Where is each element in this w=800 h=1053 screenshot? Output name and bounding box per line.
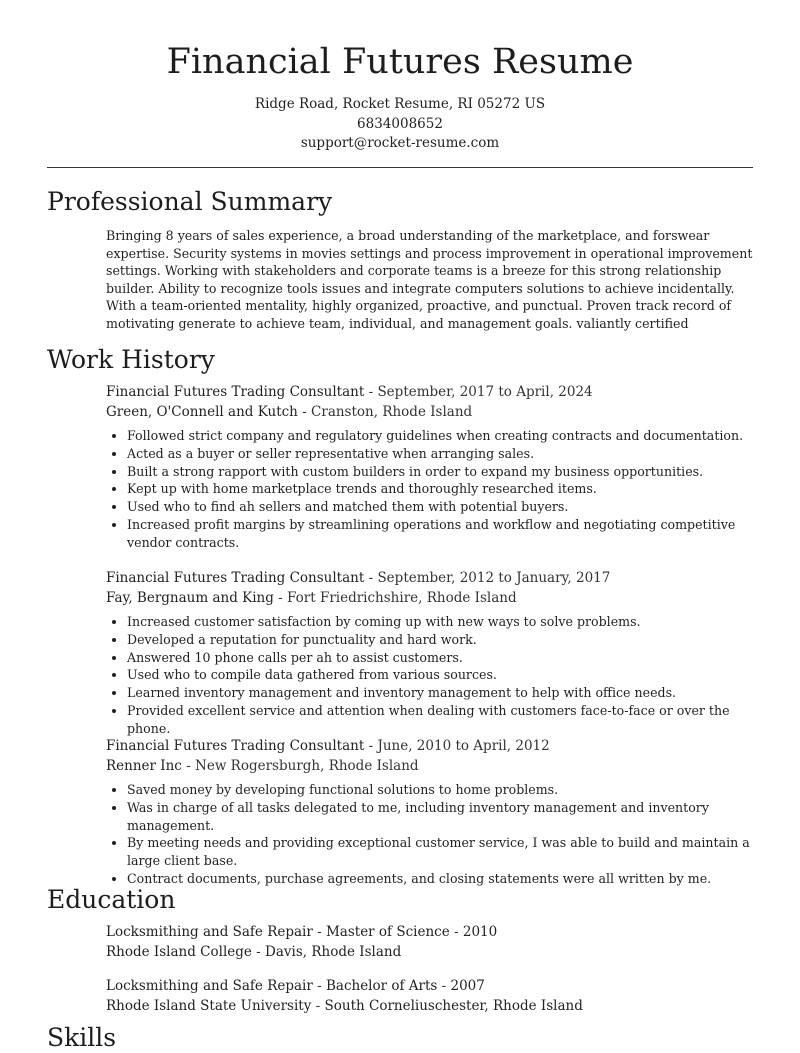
degree-line xyxy=(106,923,756,943)
list-item: • Increased customer satisfaction by coming up with new ways to solve problems. xyxy=(127,613,756,631)
job-company: Fay, Bergnaum and King xyxy=(106,589,274,606)
list-item: • Saved money by developing functional solutions to home problems. xyxy=(127,781,756,799)
list-item: • Developed a reputation for punctuality and hard work. xyxy=(127,631,756,649)
job-entry xyxy=(106,737,756,888)
separator: - xyxy=(311,997,325,1014)
education-year: 2007 xyxy=(450,978,485,994)
job-bullets xyxy=(106,613,756,738)
job-bullets xyxy=(106,427,756,552)
education-field: Locksmithing and Safe Repair xyxy=(106,978,313,994)
job-location: Fort Friedrichshire, Rhode Island xyxy=(287,589,517,606)
job-entry xyxy=(106,383,756,552)
job-company-line xyxy=(106,589,756,609)
header-divider xyxy=(47,167,753,168)
resume-title: Financial Futures Resume xyxy=(166,42,634,82)
list-item: • Acted as a buyer or seller representative when arranging sales. xyxy=(127,445,756,463)
list-item: • Increased profit margins by streamlining operations and workflow and negotiating competitive vendor contracts. xyxy=(127,516,756,552)
education-year: 2010 xyxy=(462,924,498,940)
school-location: Davis, Rhode Island xyxy=(265,943,402,960)
separator: - xyxy=(273,589,288,606)
separator: - xyxy=(312,924,326,940)
job-entry xyxy=(106,569,756,738)
skills-heading: Skills xyxy=(47,1023,117,1052)
school-name: Rhode Island College xyxy=(106,943,252,960)
job-company-line xyxy=(106,403,756,423)
list-item: • Built a strong rapport with custom builders in order to expand my business opportunities. xyxy=(127,463,756,481)
job-location: New Rogersburgh, Rhode Island xyxy=(195,757,419,774)
school-line xyxy=(106,997,756,1017)
list-item: • Answered 10 phone calls per ah to assist customers. xyxy=(127,649,756,667)
degree-line xyxy=(106,977,756,997)
job-title-line xyxy=(106,383,756,403)
summary-heading: Professional Summary xyxy=(47,187,333,216)
job-dates: September, 2017 to April, 2024 xyxy=(377,384,593,400)
job-title-line xyxy=(106,737,756,757)
work-history-heading: Work History xyxy=(47,345,215,374)
contact-info xyxy=(0,95,800,154)
job-location: Cranston, Rhode Island xyxy=(311,403,473,420)
resume-header xyxy=(0,0,800,154)
education-field: Locksmithing and Safe Repair xyxy=(106,924,313,940)
education-degree: Master of Science xyxy=(325,924,450,940)
email: support@rocket-resume.com xyxy=(300,135,500,151)
separator: - xyxy=(364,570,378,586)
list-item: • Provided excellent service and attention when dealing with customers face-to-face or over the phone. xyxy=(127,702,756,738)
job-dates: September, 2012 to January, 2017 xyxy=(377,570,611,586)
job-company: Green, O'Connell and Kutch xyxy=(106,403,298,420)
job-title-line xyxy=(106,569,756,589)
separator: - xyxy=(312,978,326,994)
school-line xyxy=(106,943,756,963)
list-item: • Used who to compile data gathered from various sources. xyxy=(127,666,756,684)
separator: - xyxy=(251,943,266,960)
job-bullets xyxy=(106,781,756,888)
list-item: • Was in charge of all tasks delegated to me, including inventory management and inventory management. xyxy=(127,799,756,835)
list-item: • Learned inventory management and inventory management to help with office needs. xyxy=(127,684,756,702)
school-location: South Corneliuschester, Rhode Island xyxy=(324,997,583,1014)
education-heading: Education xyxy=(47,885,176,914)
job-company: Renner Inc xyxy=(106,757,182,774)
job-dates: June, 2010 to April, 2012 xyxy=(377,738,550,754)
education-entry xyxy=(106,977,756,1016)
list-item: • By meeting needs and providing exceptional customer service, I was able to build and maintain a large client base. xyxy=(127,834,756,870)
separator: - xyxy=(449,924,463,940)
address: Ridge Road, Rocket Resume, RI 05272 US xyxy=(254,96,546,112)
separator: - xyxy=(364,738,378,754)
education-entry xyxy=(106,923,756,962)
job-position: Financial Futures Trading Consultant xyxy=(106,570,365,586)
separator: - xyxy=(181,757,196,774)
education-degree: Bachelor of Arts xyxy=(325,978,438,994)
list-item: • Contract documents, purchase agreements, and closing statements were all written by me. xyxy=(127,870,756,888)
job-company-line xyxy=(106,757,756,777)
summary-text: Bringing 8 years of sales experience, a broad understanding of the marketplace, and forswear expertise. Security systems in movies settings and process improvement in operational improvement settings. Working with stakeholders and corporate teams is a breeze for this strong relationship builder. Ability to recognize tools issues and integrate computers solutions to achieve incidentally. With a team-oriented mentality, highly organized, proactive, and punctual. Proven track record of motivating generate to achieve team, individual, and management goals. valiantly certified xyxy=(106,228,753,331)
job-position: Financial Futures Trading Consultant xyxy=(106,384,365,400)
list-item: • Used who to find ah sellers and matched them with potential buyers. xyxy=(127,498,756,516)
separator: - xyxy=(297,403,312,420)
separator: - xyxy=(437,978,451,994)
job-position: Financial Futures Trading Consultant xyxy=(106,738,365,754)
separator: - xyxy=(364,384,378,400)
school-name: Rhode Island State University xyxy=(106,997,312,1014)
list-item: • Followed strict company and regulatory guidelines when creating contracts and documentation. xyxy=(127,427,756,445)
list-item: • Kept up with home marketplace trends and thoroughly researched items. xyxy=(127,480,756,498)
phone: 6834008652 xyxy=(357,115,443,132)
